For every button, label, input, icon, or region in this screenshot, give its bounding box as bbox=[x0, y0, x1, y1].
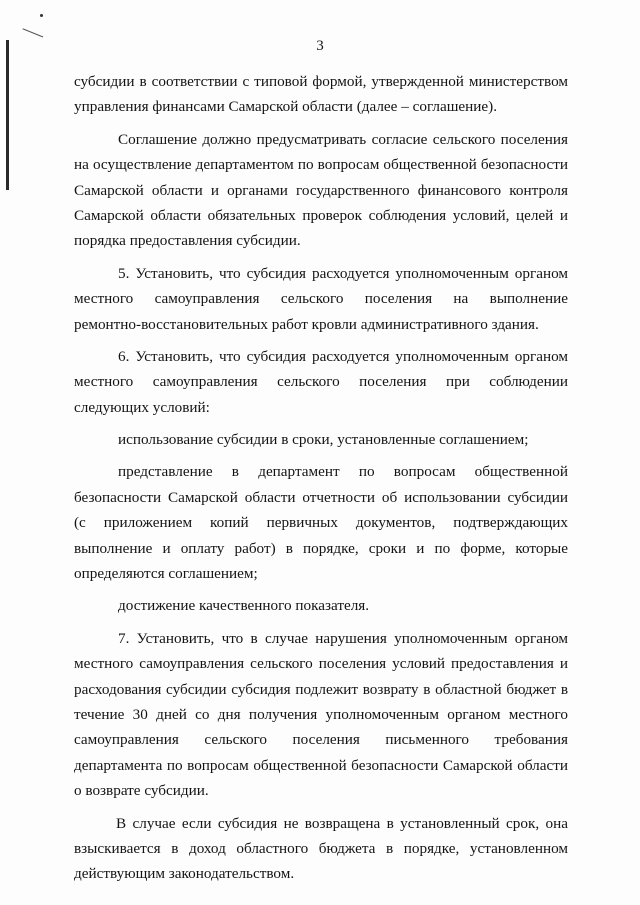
text-line: 5. Установить, что субсидия расходуется уполномоченным органом bbox=[118, 264, 568, 282]
text-line: департамента по вопросам общественной безопасности Самарской области bbox=[74, 756, 568, 774]
scan-artifact-dot bbox=[40, 14, 43, 17]
paragraph-item-6 bbox=[74, 344, 568, 420]
paragraph-condition-usage bbox=[74, 427, 568, 452]
text-line: действующим законодательством. bbox=[74, 865, 295, 883]
text-line: (с приложением копий первичных документов, подтверждающих bbox=[74, 514, 568, 532]
paragraph-recovery bbox=[74, 811, 568, 887]
text-line: В случае если субсидия не возвращена в установленный срок, она bbox=[116, 814, 568, 832]
text-line: использование субсидии в сроки, установленные соглашением; bbox=[118, 431, 529, 449]
text-line: безопасности Самарской области отчетности об использовании субсидии bbox=[74, 488, 568, 506]
text-line: 6. Установить, что субсидия расходуется уполномоченным органом bbox=[118, 347, 568, 365]
page-number: 3 bbox=[316, 38, 324, 54]
text-line: порядка предоставления субсидии. bbox=[74, 232, 301, 250]
paragraph-condition-indicator bbox=[74, 593, 568, 618]
text-line: субсидии в соответствии с типовой формой, утвержденной министерством bbox=[74, 73, 568, 90]
paragraph-condition-reporting bbox=[74, 459, 568, 586]
text-line: самоуправления сельского поселения письменного требования bbox=[74, 731, 568, 749]
text-line: представление в департамент по вопросам общественной bbox=[118, 463, 568, 481]
text-line: местного самоуправления сельского поселения условий предоставления и bbox=[74, 655, 568, 673]
text-line: определяются соглашением; bbox=[74, 565, 258, 583]
text-line: ремонтно-восстановительных работ кровли административного здания. bbox=[74, 315, 539, 333]
text-line: Соглашение должно предусматривать согласие сельского поселения bbox=[118, 130, 568, 148]
text-line: взыскивается в доход областного бюджета в порядке, установленном bbox=[74, 839, 568, 857]
text-line: местного самоуправления сельского поселения при соблюдении bbox=[74, 373, 568, 391]
text-line: выполнение и оплату работ) в порядке, сроки и по форме, которые bbox=[74, 539, 568, 557]
text-line: местного самоуправления сельского поселения на выполнение bbox=[74, 290, 568, 308]
text-line: Самарской области и органами государственного финансового контроля bbox=[74, 181, 568, 199]
text-line: на осуществление департаментом по вопросам общественной безопасности bbox=[74, 156, 568, 174]
text-line: следующих условий: bbox=[74, 398, 210, 416]
text-line: достижение качественного показателя. bbox=[118, 597, 370, 615]
text-line: расходования субсидии субсидия подлежит возврату в областной бюджет в bbox=[74, 680, 568, 698]
paragraph-item-5 bbox=[74, 261, 568, 337]
paragraph-agreement bbox=[74, 127, 568, 254]
text-line: 7. Установить, что в случае нарушения уполномоченным органом bbox=[118, 629, 568, 647]
text-line: управления финансами Самарской области (далее – соглашение). bbox=[74, 98, 498, 116]
text-line: Самарской области обязательных проверок соблюдения условий, целей и bbox=[74, 206, 568, 224]
paragraph-continuation bbox=[74, 69, 568, 120]
document-body bbox=[74, 69, 568, 887]
paragraph-item-7 bbox=[74, 626, 568, 804]
binding-edge-mark bbox=[6, 40, 9, 190]
text-line: течение 30 дней со дня получения уполномоченным органом местного bbox=[74, 705, 568, 723]
text-line: о возврате субсидии. bbox=[74, 782, 209, 800]
